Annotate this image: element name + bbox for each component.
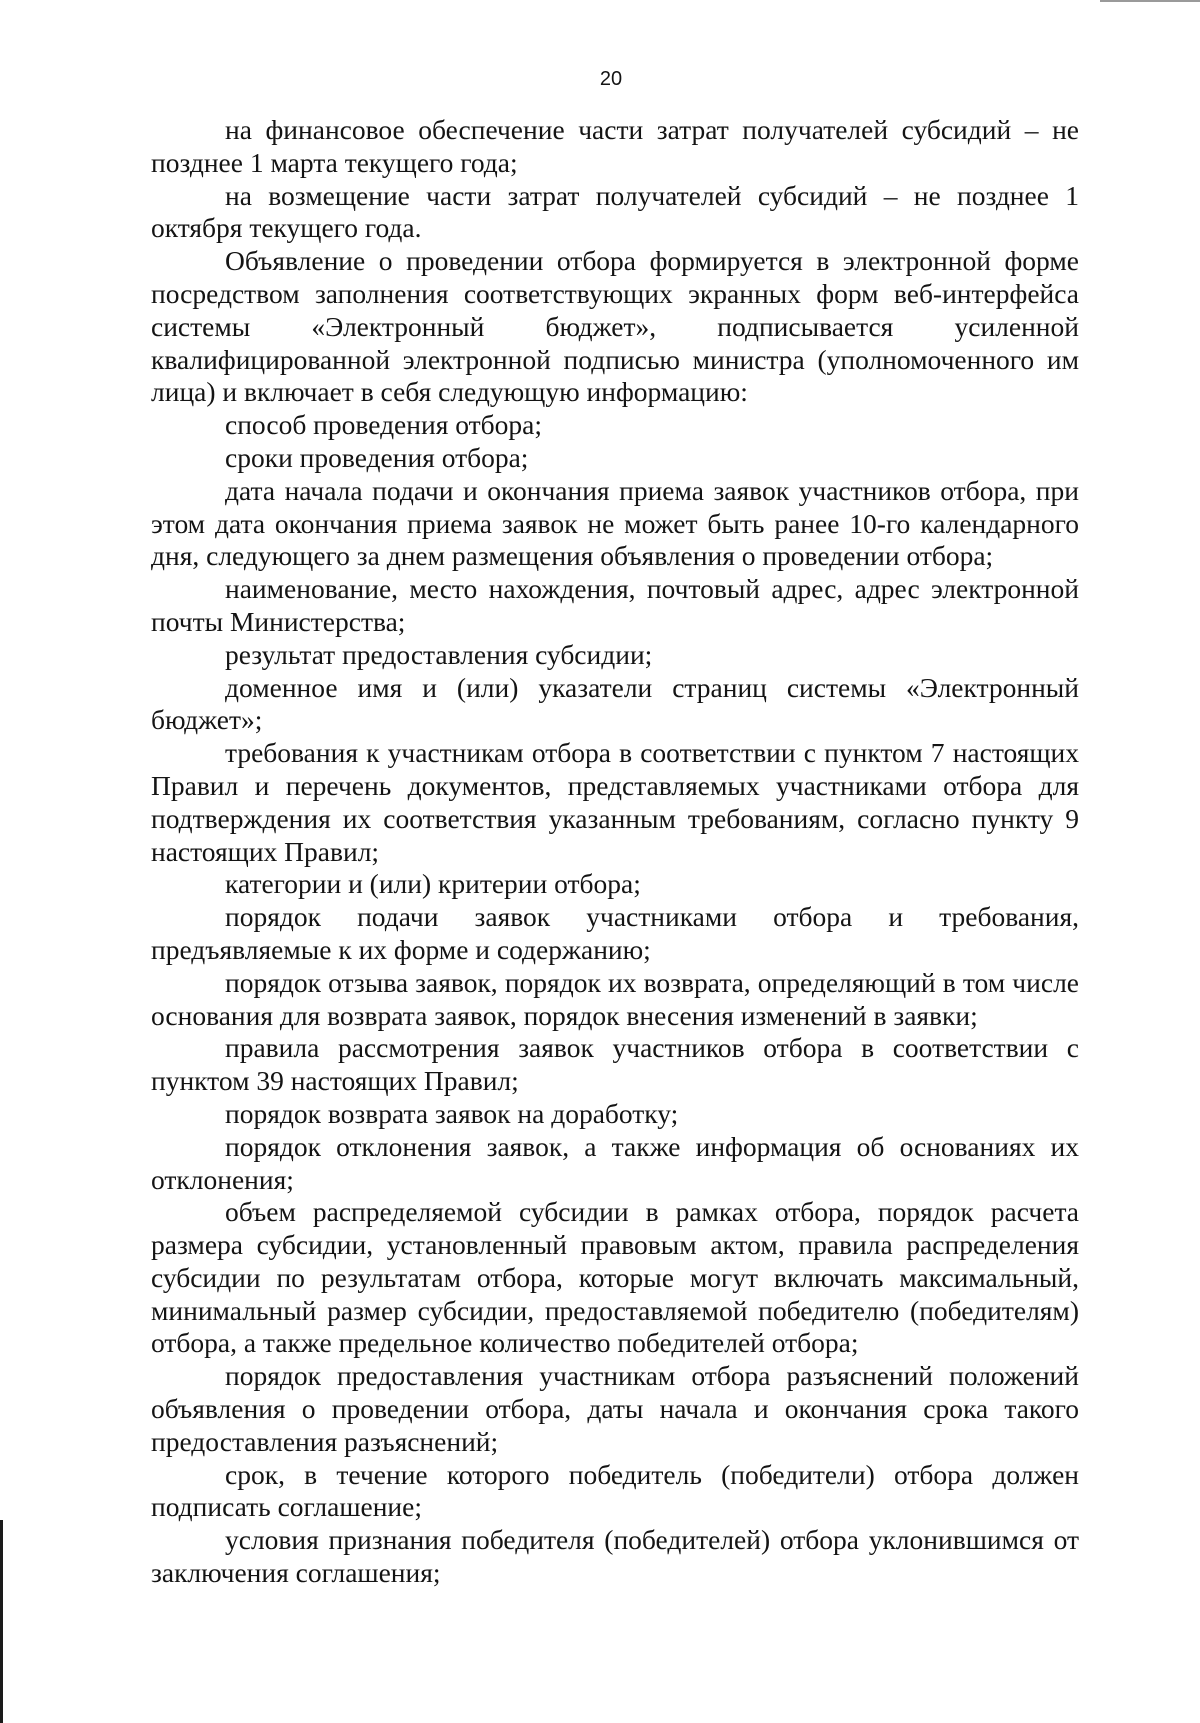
paragraph: срок, в течение которого победитель (победители) отбора должен подписать соглашение; [151,1458,1079,1523]
paragraph: дата начала подачи и окончания приема заявок участников отбора, при этом дата окончания приема заявок не может быть ранее 10-го календарного дня, следующего за днем размещения объявления о проведении отбора; [151,474,1079,572]
paragraph: доменное имя и (или) указатели страниц системы «Электронный бюджет»; [151,671,1079,736]
paragraph: порядок отклонения заявок, а также информация об основаниях их отклонения; [151,1130,1079,1195]
paragraph: порядок возврата заявок на доработку; [225,1097,679,1129]
scan-edge-mark-top [1100,0,1200,2]
paragraph: условия признания победителя (победителей) отбора уклонившимся от заключения соглашения; [151,1524,1079,1589]
paragraph: сроки проведения отбора; [225,441,529,473]
document-body [151,114,1079,1590]
paragraph: Объявление о проведении отбора формируется в электронной форме посредством заполнения соответствующих экранных форм веб-интерфейса системы «Электронный бюджет», подписывается усиленной квалифицированной электронной подписью министра (уполномоченного им лица) и включает в себя следующую информацию: [151,245,1079,408]
paragraph: на возмещение части затрат получателей субсидий – не позднее 1 октября текущего года. [151,179,1079,244]
scan-edge-mark-left [0,1520,3,1723]
paragraph: порядок отзыва заявок, порядок их возврата, определяющий в том числе основания для возврата заявок, порядок внесения изменений в заявки; [151,966,1079,1031]
paragraph: на финансовое обеспечение части затрат получателей субсидий – не позднее 1 марта текущего года; [151,114,1079,178]
paragraph: категории и (или) критерии отбора; [225,868,641,900]
paragraph: порядок предоставления участникам отбора разъяснений положений объявления о проведении отбора, даты начала и окончания срока такого предоставления разъяснений; [151,1360,1079,1457]
paragraph: наименование, место нахождения, почтовый адрес, адрес электронной почты Министерства; [151,573,1079,637]
paragraph: правила рассмотрения заявок участников отбора в соответствии с пунктом 39 настоящих Правил; [151,1032,1079,1097]
page-number: 20 [599,68,623,90]
paragraph: порядок подачи заявок участниками отбора и требования, предъявляемые к их форме и содержанию; [151,901,1079,965]
paragraph: объем распределяемой субсидии в рамках отбора, порядок расчета размера субсидии, установленный правовым актом, правила распределения субсидии по результатам отбора, которые могут включать максимальный, минимальный размер субсидии, предоставляемой победителю (победителям) отбора, а также предельное количество победителей отбора; [151,1196,1079,1359]
paragraph: требования к участникам отбора в соответствии с пунктом 7 настоящих Правил и перечень документов, представляемых участниками отбора для подтверждения их соответствия указанным требованиям, согласно пункту 9 настоящих Правил; [151,737,1079,867]
paragraph: способ проведения отбора; [225,409,542,441]
paragraph: результат предоставления субсидии; [225,638,653,670]
